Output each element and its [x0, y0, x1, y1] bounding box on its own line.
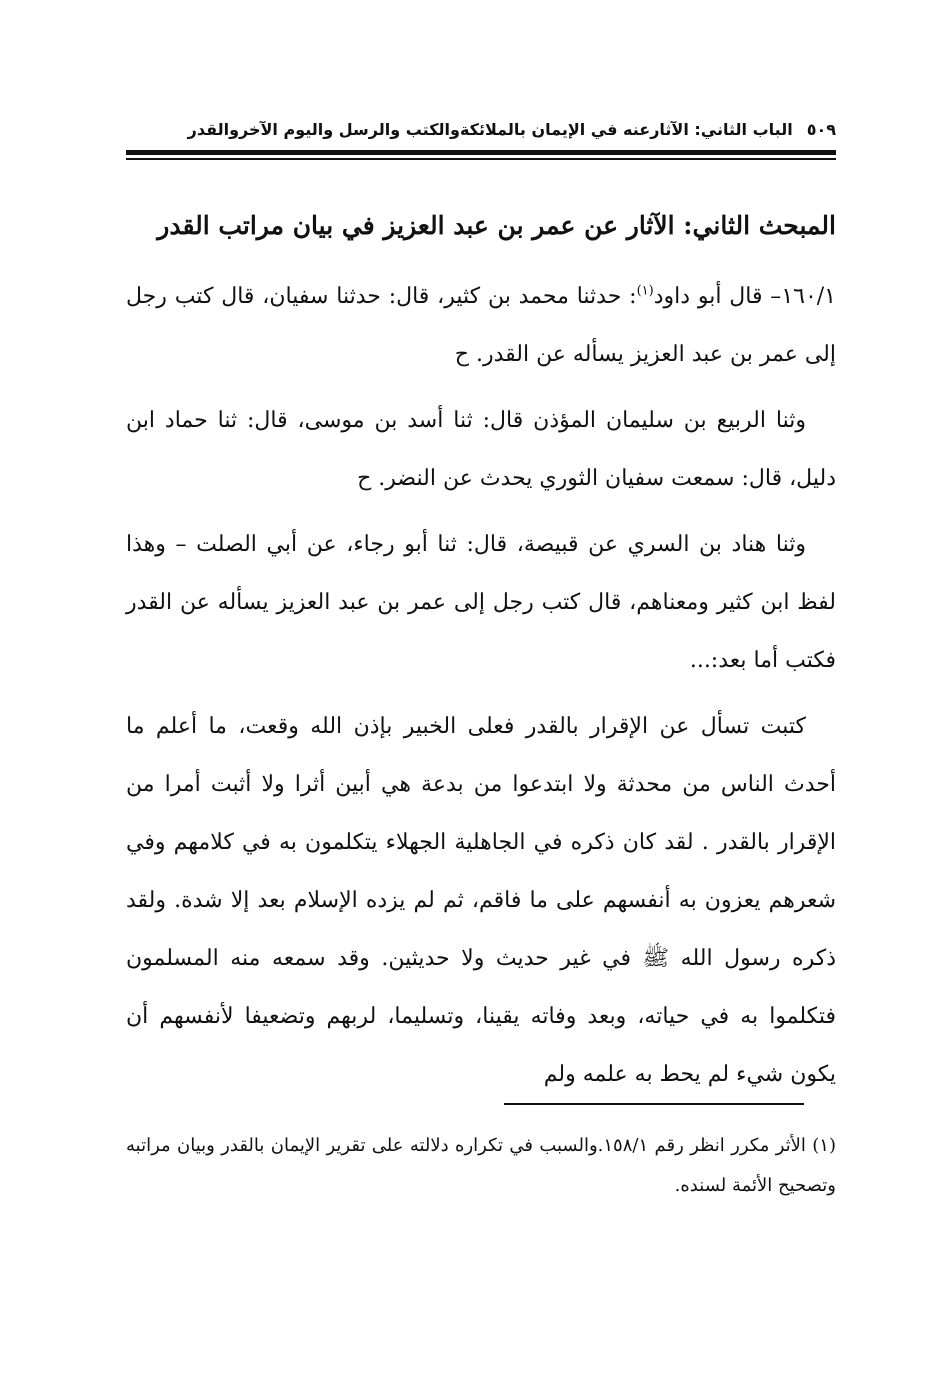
footnote-item — [126, 1126, 836, 1206]
footnote-marker: (١) — [812, 1135, 836, 1156]
footnote-text: الأثر مكرر انظر رقم ١٥٨/١.والسبب في تكراره دلالته على تقرير الإيمان بالقدر وبيان مراتبه وتصحيح الأئمة لسنده. — [126, 1135, 836, 1196]
body-text — [126, 268, 836, 1104]
section-title: المبحث الثاني: الآثار عن عمر بن عبد العزيز في بيان مراتب القدر — [157, 211, 836, 240]
page-number: ٥٠٩ — [806, 119, 836, 139]
header-rule-thick — [126, 150, 836, 155]
paragraph-narration-chain-2: وثنا الربيع بن سليمان المؤذن قال: ثنا أسد بن موسى، قال: ثنا حماد ابن دليل، قال: سمعت سفيان الثوري يحدث عن النضر. ح — [126, 408, 836, 491]
narration-chain: : حدثنا محمد بن كثير، قال: حدثنا سفيان، قال كتب رجل إلى عمر بن عبد العزيز يسأله عن القدر. ح — [126, 284, 836, 367]
paragraph-narration-chain-1 — [126, 268, 836, 384]
narration-number: ١٦٠/١– قال أبو داود — [653, 284, 836, 309]
footnote-reference[interactable]: (١) — [636, 283, 654, 299]
footnote-separator — [504, 1103, 804, 1105]
paragraph-letter-text: كتبت تسأل عن الإقرار بالقدر فعلى الخبير بإذن الله وقعت، ما أعلم ما أحدث الناس من محدثة ولا ابتدعوا من بدعة هي أبين أثرا ولا أثبت أمرا من الإقرار بالقدر . لقد كان ذكره في الجاهلية الجهلاء يتكلمون به في كلامهم وفي شعرهم يعزون به أنفسهم على ما فاقم، ثم لم يزده الإسلام بعد إلا شدة. ولقد ذكره رسول الله ﷺ في غير حديث ولا حديثين. وقد سمعه منه المسلمون فتكلموا به في حياته، وبعد وفاته يقينا، وتسليما، لربهم وتضعيفا لأنفسهم أن يكون شيء لم يحط به علمه ولم — [126, 714, 836, 1087]
paragraph-narration-chain-3: وثنا هناد بن السري عن قبيصة، قال: ثنا أبو رجاء، عن أبي الصلت – وهذا لفظ ابن كثير ومعناهم، قال كتب رجل إلى عمر بن عبد العزيز يسأله عن القدر فكتب أما بعد:... — [126, 532, 836, 673]
footnotes — [126, 1126, 836, 1206]
running-title: الباب الثاني: الآثارعنه في الإيمان بالملائكةوالكتب والرسل واليوم الآخروالقدر — [187, 119, 793, 139]
running-header — [126, 112, 836, 146]
header-rule-thin — [126, 158, 836, 160]
